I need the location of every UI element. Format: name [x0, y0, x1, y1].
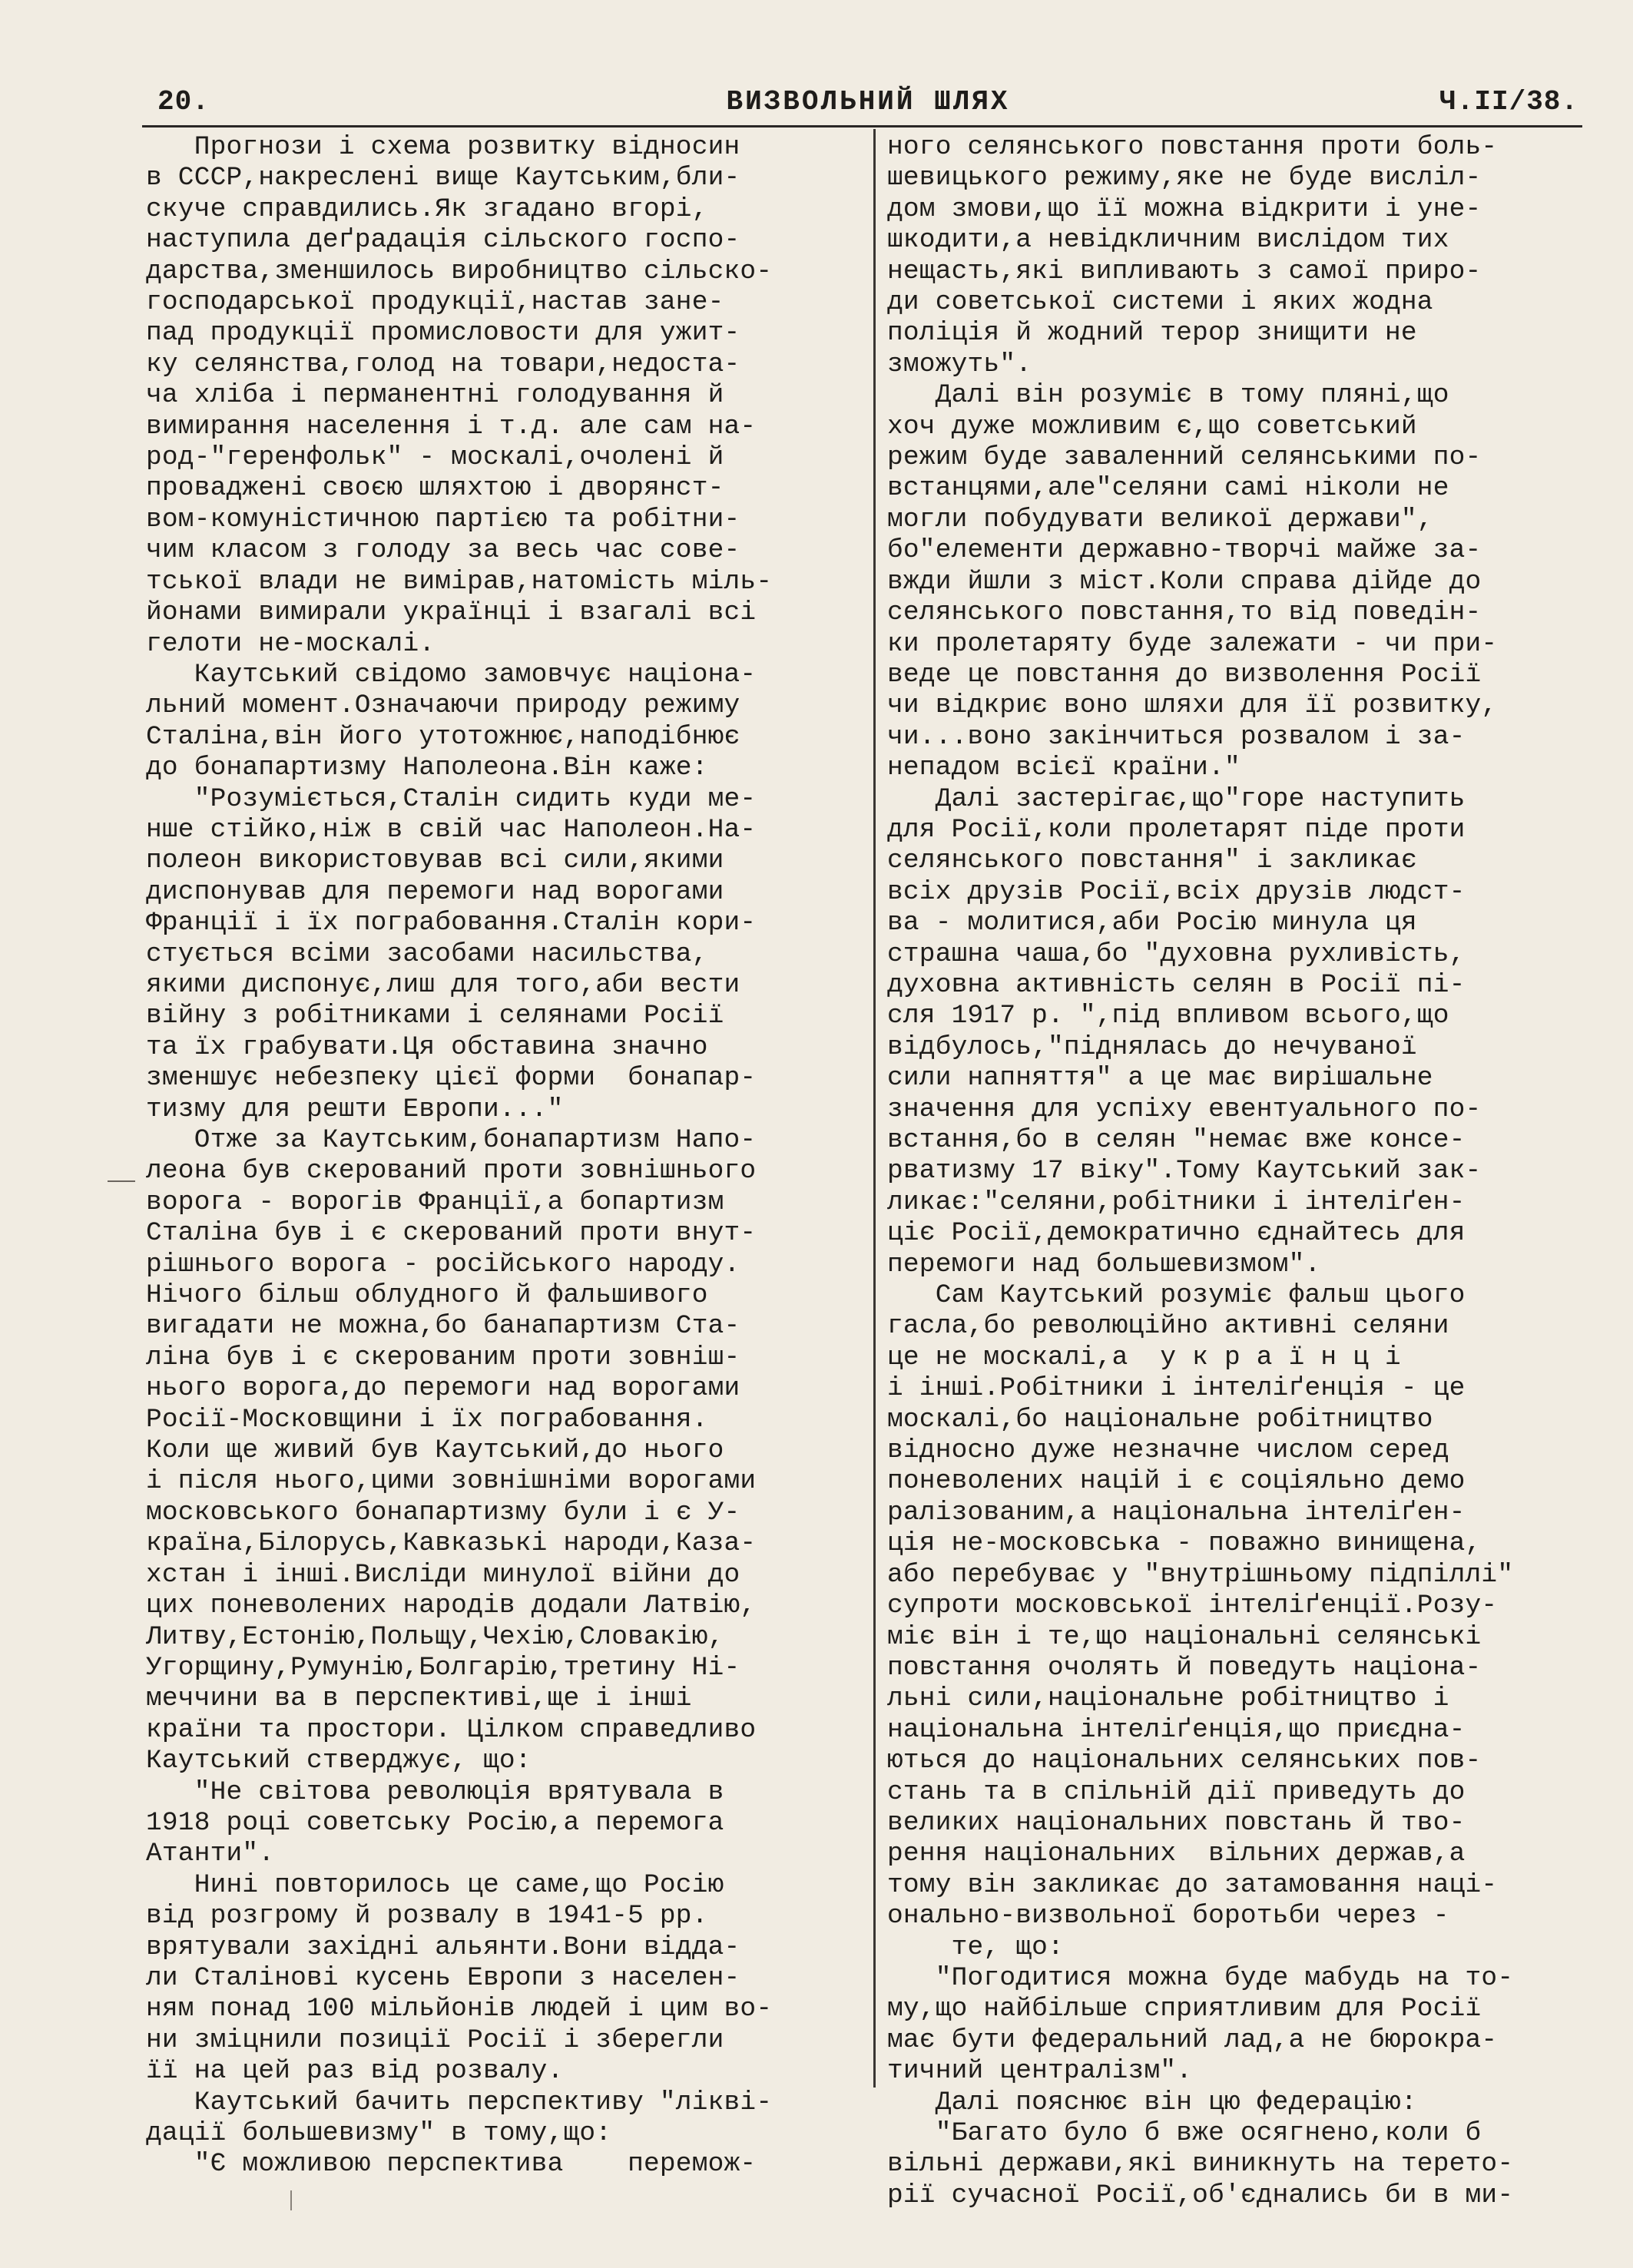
text-line: ли Сталінові кусень Европи з населен-	[146, 1962, 740, 1993]
text-line: і після нього,цими зовнішніми ворогами	[146, 1466, 757, 1497]
text-line: ди советської системи і яких жодна	[887, 287, 1433, 318]
text-line: країни та простори. Цілком справедливо	[146, 1714, 757, 1745]
text-line: ки пролетаряту буде залежати - чи при-	[887, 628, 1498, 659]
text-line: значення для успіху евентуального по-	[887, 1094, 1482, 1124]
text-line: чим класом з голоду за весь час сове-	[146, 535, 740, 566]
text-line: ція не-московська - поважно винищена,	[887, 1528, 1482, 1559]
text-line: шкодити,а невідкличним вислідом тих	[887, 225, 1449, 256]
text-line: перемоги над большевизмом".	[887, 1249, 1321, 1280]
text-line: "Не світова революція врятувала в	[146, 1776, 724, 1807]
text-line: стань та в спільній дії приведуть до	[887, 1776, 1466, 1807]
text-line: могли побудувати великої держави",	[887, 504, 1433, 535]
text-line: ку селянства,голод на товари,недоста-	[146, 349, 740, 379]
text-line: поневолених націй і є соціяльно демо	[887, 1466, 1466, 1497]
text-line: зменшує небезпеку цієї форми бонапар-	[146, 1063, 757, 1094]
text-line: ва - молитися,аби Росію минула ця	[887, 908, 1417, 939]
text-line: хстан і інші.Висліди минулої війни до	[146, 1559, 740, 1590]
text-line: нещасть,які випливають з самої приро-	[887, 256, 1482, 286]
page-number: 20.	[157, 86, 210, 118]
text-line: ворога - ворогів Франції,а бопартизм	[146, 1187, 724, 1217]
text-line: вом-комуністичною партією та робітни-	[146, 504, 740, 535]
text-line: має бути федеральний лад,а не бюрокра-	[887, 2025, 1498, 2055]
text-line: духовна активність селян в Росії пі-	[887, 969, 1466, 1000]
text-line: "Є можливою перспектива перемож-	[146, 2149, 757, 2180]
text-line: дарства,зменшилось виробництво сільско-	[146, 256, 773, 286]
text-line: врятували західні альянти.Вони відда-	[146, 1932, 740, 1962]
text-line: чи відкриє воно шляхи для її розвитку,	[887, 690, 1498, 721]
text-line: страшна чаша,бо "духовна рухливість,	[887, 939, 1466, 969]
text-line: великих національних повстань й тво-	[887, 1807, 1466, 1838]
text-line: Сталіна був і є скерований проти внут-	[146, 1218, 757, 1249]
text-line: тичний централізм".	[887, 2056, 1193, 2087]
text-line: нше стійко,ніж в свій час Наполеон.На-	[146, 814, 757, 845]
text-line: гасла,бо революційно активні селяни	[887, 1311, 1449, 1342]
text-line: льні сили,національне робітництво і	[887, 1684, 1449, 1714]
text-line: національна інтеліґенція,що приєдна-	[887, 1714, 1466, 1745]
text-line: вільні держави,які виникнуть на терето-	[887, 2149, 1514, 2180]
text-line: відносно дуже незначне числом серед	[887, 1435, 1449, 1466]
text-line: рватизму 17 віку".Тому Каутський зак-	[887, 1156, 1482, 1187]
text-line: тської влади не вимірав,натомість міль-	[146, 566, 773, 597]
text-line: полеон використовував всі сили,якими	[146, 846, 724, 876]
text-line: москалі,бо національне робітництво	[887, 1404, 1433, 1435]
margin-tick-mark	[290, 2190, 292, 2210]
text-line: сили напняття" а це має вирішальне	[887, 1063, 1433, 1094]
text-line: в СССР,накреслені вище Каутським,бли-	[146, 163, 740, 194]
text-line: Далі застерігає,що"горе наступить	[887, 783, 1466, 814]
text-line: ного селянського повстання проти боль-	[887, 132, 1498, 162]
text-line: Отже за Каутським,бонапартизм Напо-	[146, 1125, 757, 1155]
text-line: господарської продукції,настав зане-	[146, 287, 724, 318]
text-line: Каутський бачить перспективу "ліквi-	[146, 2087, 773, 2117]
text-line: вжди йшли з міст.Коли справа дійде до	[887, 566, 1482, 597]
text-line: встанцями,але"селяни самі ніколи не	[887, 473, 1449, 504]
text-line: міє він і те,що національні селянські	[887, 1621, 1482, 1652]
issue-number: Ч.II/38.	[1439, 86, 1578, 118]
text-line: стується всіми засобами насильства,	[146, 939, 708, 969]
text-line: онально-визвольної боротьби через -	[887, 1901, 1449, 1932]
text-line: відбулось,"піднялась до нечуваної	[887, 1031, 1417, 1062]
text-line: "Багато було б вже осягнено,коли б	[887, 2118, 1482, 2148]
text-line: йонами вимирали українці і взагалі всі	[146, 598, 757, 628]
text-line: скуче справдились.Як згадано вгорі,	[146, 194, 708, 224]
text-line: чи...воно закінчиться розвалом і за-	[887, 721, 1466, 752]
text-line: режим буде заваленний селянськими по-	[887, 442, 1482, 473]
text-line: повстання очолять й поведуть націона-	[887, 1652, 1482, 1683]
text-line: Каутський стверджує, що:	[146, 1746, 532, 1776]
text-line: Далі пояснює він цю федерацію:	[887, 2087, 1417, 2117]
page-header	[157, 86, 1578, 123]
text-line: гелоти не-москалі.	[146, 628, 436, 659]
text-line: до бонапартизму Наполеона.Він каже:	[146, 753, 708, 783]
text-line: вимирання населення і т.д. але сам на-	[146, 411, 757, 442]
text-line: льний момент.Означаючи природу режиму	[146, 690, 740, 721]
text-line: Атанти".	[146, 1839, 275, 1869]
text-line: рення національних вільних держав,а	[887, 1839, 1466, 1869]
text-line: нього ворога,до перемоги над ворогами	[146, 1373, 740, 1404]
text-line: тому він закликає до затамовання наці-	[887, 1869, 1498, 1900]
text-line: наступила деґрадація сільского госпо-	[146, 225, 740, 256]
text-line: "Розуміється,Сталін сидить куди ме-	[146, 783, 757, 814]
text-line: для Росії,коли пролетарят піде проти	[887, 814, 1466, 845]
text-line: поліція й жодний терор знищити не	[887, 318, 1417, 349]
text-line: непадом всієї країни."	[887, 753, 1240, 783]
text-line: рішнього ворога - російського народу.	[146, 1249, 740, 1280]
text-line: Прогнози і схема розвитку відносин	[146, 132, 740, 162]
text-line: меччини ва в перспективі,ще і інші	[146, 1684, 692, 1714]
left-column	[146, 132, 864, 2180]
text-line: московського бонапартизму були і є У-	[146, 1497, 740, 1528]
text-line: те, що:	[887, 1932, 1064, 1962]
text-line: леона був скерований проти зовнішнього	[146, 1156, 757, 1187]
text-line: сля 1917 р. ",під впливом всього,що	[887, 1001, 1449, 1031]
text-line: ни зміцнили позиції Росії і зберегли	[146, 2025, 724, 2055]
text-line: ралізованим,а національна інтеліґен-	[887, 1497, 1466, 1528]
text-line: пад продукції промисловости для ужит-	[146, 318, 740, 349]
text-line: супроти московської інтеліґенції.Розу-	[887, 1591, 1498, 1621]
text-line: Сталіна,він його утотожнює,наподібнює	[146, 721, 740, 752]
text-line: вигадати не можна,бо банапартизм Ста-	[146, 1311, 740, 1342]
text-line: 1918 році советську Росію,а перемога	[146, 1807, 724, 1838]
text-line: Росії-Московщини і їх пограбовання.	[146, 1404, 708, 1435]
text-line: встання,бо в селян "немає вже консе-	[887, 1125, 1466, 1155]
text-line: веде це повстання до визволення Росії	[887, 659, 1482, 690]
text-line: від розгрому й розвалу в 1941-5 рр.	[146, 1901, 708, 1932]
text-line: Сам Каутський розуміє фальш цього	[887, 1280, 1466, 1311]
text-line: селянського повстання" і закликає	[887, 846, 1417, 876]
text-line: Литву,Естонію,Польщу,Чехію,Словакію,	[146, 1621, 724, 1652]
text-line: війну з робітниками і селянами Росії	[146, 1001, 724, 1031]
text-line: рії сучасної Росії,об'єднались би в ми-	[887, 2180, 1514, 2210]
margin-pen-mark	[108, 1180, 135, 1182]
text-line: та їх грабувати.Ця обставина значно	[146, 1031, 708, 1062]
text-line: род-"геренфольк" - москалі,очолені й	[146, 442, 724, 473]
text-line: Далі він розуміє в тому пляні,що	[887, 380, 1449, 411]
text-line: ліна був і є скерованим проти зовніш-	[146, 1342, 740, 1372]
text-line: Угорщину,Румунію,Болгарію,третину Ні-	[146, 1652, 740, 1683]
text-line: хоч дуже можливим є,що советський	[887, 411, 1417, 442]
text-line: ються до національних селянських пов-	[887, 1746, 1482, 1776]
text-line: дації большевизму" в тому,що:	[146, 2118, 612, 2148]
right-column	[887, 132, 1598, 2211]
text-line: бо"елементи державно-творчі майже за-	[887, 535, 1482, 566]
text-line: Нині повторилось це саме,що Росію	[146, 1869, 724, 1900]
text-line: зможуть".	[887, 349, 1032, 379]
text-line: шевицького режиму,яке не буде висліл-	[887, 163, 1482, 194]
text-line: якими диспонує,лиш для того,аби вести	[146, 969, 740, 1000]
text-line: або перебуває у "внутрішньому підпіллі"	[887, 1559, 1514, 1590]
text-line: проваджені своєю шляхтою і дворянст-	[146, 473, 724, 504]
text-line: ціє Росії,демократично єднайтесь для	[887, 1218, 1466, 1249]
text-line: Франції і їх пограбовання.Сталін кори-	[146, 908, 757, 939]
text-line: ча хліба і перманентні голодування й	[146, 380, 724, 411]
text-line: ням понад 100 мільйонів людей і цим во-	[146, 1994, 773, 2025]
text-line: тизму для решти Европи..."	[146, 1094, 564, 1124]
text-line: Нічого більш облудного й фальшивого	[146, 1280, 708, 1311]
text-line: Коли ще живий був Каутський,до нього	[146, 1435, 724, 1466]
journal-title: ВИЗВОЛЬНИЙ ШЛЯХ	[726, 86, 1010, 118]
text-line: ликає:"селяни,робітники і інтеліґен-	[887, 1187, 1466, 1217]
text-line: диспонував для перемоги над ворогами	[146, 876, 724, 907]
column-divider	[873, 129, 876, 2088]
text-line: її на цей раз від розвалу.	[146, 2056, 564, 2087]
text-line: країна,Білорусь,Кавказькі народи,Каза-	[146, 1528, 757, 1559]
text-line: му,що найбільше сприятливим для Росії	[887, 1994, 1482, 2025]
text-line: Каутський свідомо замовчує націона-	[146, 659, 757, 690]
text-line: це не москалі,а у к р а ї н ц і	[887, 1342, 1401, 1372]
text-line: всіх друзів Росії,всіх друзів людст-	[887, 876, 1466, 907]
header-rule	[142, 125, 1582, 127]
text-line: селянського повстання,то від поведін-	[887, 598, 1482, 628]
text-line: "Погодитися можна буде мабудь на то-	[887, 1962, 1514, 1993]
text-line: дом змови,що її можна відкрити і уне-	[887, 194, 1482, 224]
text-line: цих поневолених народів додали Латвію,	[146, 1591, 757, 1621]
text-line: і інші.Робітники і інтеліґенція - це	[887, 1373, 1466, 1404]
